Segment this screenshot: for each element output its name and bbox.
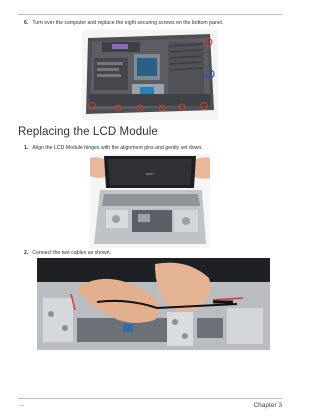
section-heading: Replacing the LCD Module	[18, 126, 158, 138]
step-text: Connect the two cables as shown.	[32, 250, 112, 256]
step-number: 6.	[24, 20, 29, 26]
step-6	[24, 20, 284, 27]
step-text: Turn over the computer and replace the eight securing screws on the bottom panel.	[32, 20, 224, 26]
step-1	[24, 145, 284, 152]
footer-rule	[18, 398, 282, 399]
step-text: Align the LCD Module hinges with the alignment pins and gently set down.	[32, 145, 203, 151]
svg-text:acer: acer	[146, 171, 154, 176]
chapter-label: Chapter 3	[253, 402, 282, 409]
page-number: ···	[18, 402, 25, 409]
top-rule	[18, 14, 282, 15]
photo-lcd-module-on-base	[90, 154, 210, 248]
step-number: 1.	[24, 145, 29, 151]
photo-connecting-cables	[37, 258, 270, 350]
step-2	[24, 250, 284, 257]
photo-laptop-bottom-panel	[82, 30, 218, 120]
step-number: 2.	[24, 250, 29, 256]
